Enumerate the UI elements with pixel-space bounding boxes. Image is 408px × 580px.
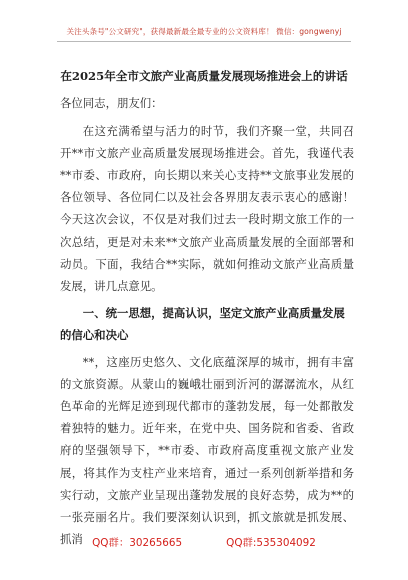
salutation: 各位同志，朋友们： — [60, 96, 163, 110]
footer-qq-group-1: QQ群：30265665 — [92, 537, 183, 549]
footer-qq-group-2: QQ群:535304092 — [226, 537, 316, 549]
intro-paragraph: 在这充满希望与活力的时节，我们齐聚一堂，共同召开**市文旅产业高质量发展现场推进会。首先，我谨代表**市委、市政府，向长期以来关心支持**文旅事业发展的各位领导、各位同仁以及社会各界朋友表示衷心的感谢！今天这次会议，不仅是对我们过去一段时期文旅工作的一次总结，更是对未来**文旅产业高质量发展的全面部署和动员。下面，我结合**实际，就如何推动文旅产业高质量发展，讲几点意见。 — [60, 124, 354, 293]
promo-banner-text: 关注头条号"公文研究"，获得最新最全最专业的公文资料库！ 微信：gongwenyj — [66, 27, 342, 36]
footer-contact — [0, 534, 408, 549]
document-title: 在2025年全市文旅产业高质量发展现场推进会上的讲话 — [60, 69, 348, 83]
section-paragraph: **，这座历史悠久、文化底蕴深厚的城市，拥有丰富的文旅资源。从蒙山的巍峨壮丽到沂河的潺潺流水，从红色革命的光辉足迹到现代都市的蓬勃发展，每一处都散发着独特的魅力。近年来，在党中央、国务院和省委、省政府的坚强领导下，**市委、市政府高度重视文旅产业发展，将其作为支柱产业来培育，通过一系列创新举措和务实行动，文旅产业呈现出蓬勃发展的良好态势，成为**的一张亮丽名片。我们要深刻认识到，抓文旅就是抓发展、抓消 — [60, 355, 354, 546]
promo-banner — [0, 26, 408, 37]
banner-divider — [57, 41, 351, 42]
section-heading: 一、统一思想，提高认识，坚定文旅产业高质量发展的信心和决心 — [60, 305, 345, 342]
document-body — [60, 92, 354, 555]
